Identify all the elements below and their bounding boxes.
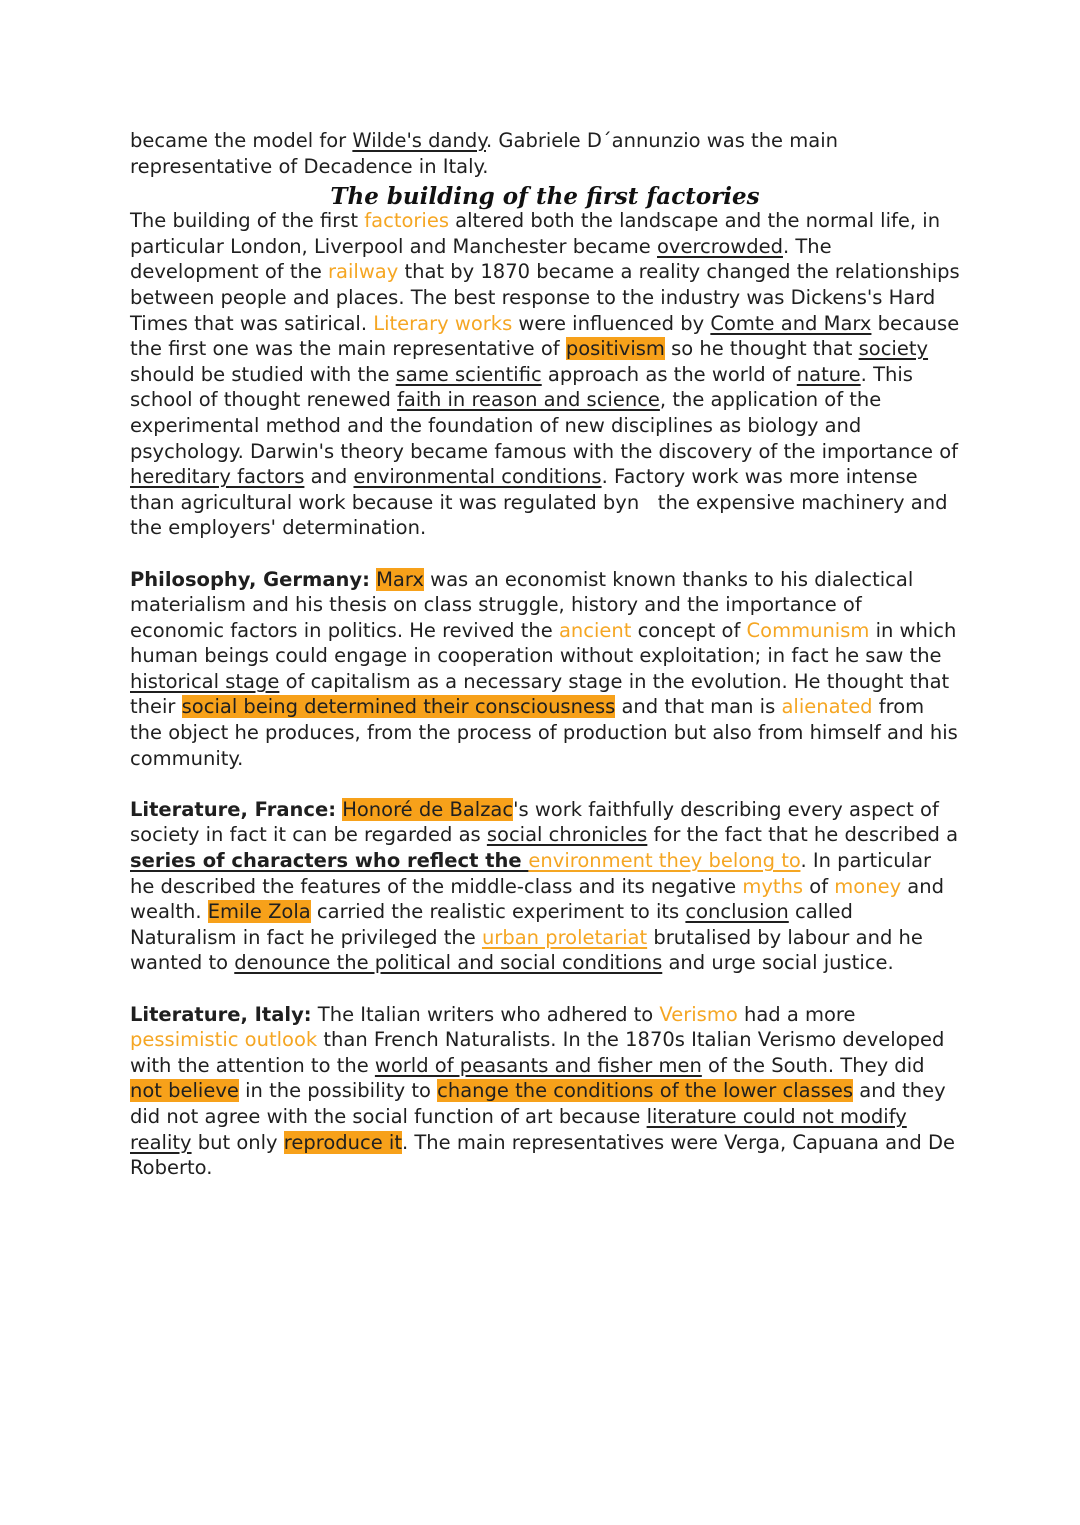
text: and urge social justice. xyxy=(662,951,894,975)
highlighted-text: positivism xyxy=(565,337,665,361)
underlined-text: historical stage xyxy=(130,669,280,693)
text: The building of the first xyxy=(130,209,365,233)
text: and they did not agree with the social function of art because xyxy=(130,1079,946,1128)
text: from the object he produces, from the process of production but also from himself and his community. xyxy=(130,695,958,770)
underlined-text: overcrowded xyxy=(657,234,783,258)
underlined-orange-text: environment they belong to xyxy=(528,849,801,873)
text: of the South. They did xyxy=(701,1053,925,1077)
underlined-orange-text: urban proletariat xyxy=(481,925,648,949)
orange-text: Communism xyxy=(746,618,870,642)
highlighted-text: change the conditions of the lower classes xyxy=(437,1079,854,1103)
underlined-text: environmental conditions xyxy=(353,465,602,489)
intro-paragraph xyxy=(130,128,960,179)
underlined-text: social chronicles xyxy=(486,823,648,847)
text: . The development of the xyxy=(130,234,832,284)
text: and that man is xyxy=(615,695,782,719)
underlined-bold-text: series of characters who reflect the xyxy=(130,849,529,873)
philosophy-paragraph xyxy=(130,567,960,772)
underlined-text: hereditary factors xyxy=(130,465,305,489)
text: . Gabriele D´annunzio was the main representative of Decadence in Italy. xyxy=(130,129,838,178)
section-title: The building of the first factories xyxy=(330,183,760,211)
text: and wealth. xyxy=(130,874,944,924)
text: that by 1870 became a reality changed the relationships between people and places. The best response to the industry was Dickens's Hard Times that was satirical. xyxy=(130,260,960,335)
orange-text: alienated xyxy=(781,695,873,719)
highlighted-text: Honoré de Balzac xyxy=(342,797,514,821)
paragraph-label: Literature, France: xyxy=(130,797,336,821)
text: . This school of thought renewed xyxy=(130,362,913,412)
orange-text: money xyxy=(834,874,902,898)
text: carried the realistic experiment to its xyxy=(310,900,686,924)
highlighted-text: Emile Zola xyxy=(207,900,311,924)
text: of xyxy=(803,874,835,898)
text: brutalised by labour and he wanted to xyxy=(130,925,923,975)
text: because the first one was the main representative of xyxy=(130,311,960,361)
underlined-text: Comte and Marx xyxy=(710,311,872,335)
underlined-text: denounce the political and social conditions xyxy=(234,951,663,975)
text: were influenced by xyxy=(512,311,711,335)
text: in the possibility to xyxy=(238,1079,438,1103)
orange-text: factories xyxy=(364,209,449,233)
highlighted-text: not believe xyxy=(130,1079,239,1103)
underlined-text: society xyxy=(858,337,929,361)
factories-paragraph xyxy=(130,208,960,541)
text: and xyxy=(304,465,354,489)
orange-text: railway xyxy=(328,260,399,284)
text: had a more xyxy=(737,1002,856,1026)
underlined-text: conclusion xyxy=(685,900,789,924)
paragraph-label: Philosophy, Germany: xyxy=(130,567,370,591)
text: of capitalism as a necessary stage in the evolution. He thought that their xyxy=(130,669,950,719)
underlined-text: faith in reason and science xyxy=(397,388,660,412)
highlighted-text: Marx xyxy=(376,567,424,591)
underlined-text: world of peasants and fisher men xyxy=(374,1053,702,1077)
italy-paragraph xyxy=(130,1002,960,1181)
highlighted-text: reproduce it xyxy=(283,1130,402,1154)
underlined-text: literature could not modify reality xyxy=(130,1104,907,1154)
text: . The main representatives were Verga, Capuana and De Roberto. xyxy=(130,1130,956,1180)
document-page xyxy=(130,128,960,1206)
text: approach as the world of xyxy=(541,362,797,386)
text: should be studied with the xyxy=(130,362,396,386)
highlighted-text: social being determined their consciousness xyxy=(181,695,616,719)
text: concept of xyxy=(631,618,747,642)
orange-text: ancient xyxy=(558,618,632,642)
text: but only xyxy=(191,1130,284,1154)
orange-text: myths xyxy=(742,874,804,898)
underlined-text: Wilde's dandy xyxy=(352,129,486,152)
text: was an economist known thanks to his dialectical materialism and his thesis on class struggle, history and the importance of economic factors in politics. He revived the xyxy=(130,567,914,642)
text: called Naturalism in fact he privileged the xyxy=(130,900,853,949)
underlined-text: same scientific xyxy=(395,362,542,386)
orange-text: pessimistic outlook xyxy=(130,1028,318,1052)
text: The Italian writers who adhered to xyxy=(311,1002,660,1026)
text: in which human beings could engage in cooperation without exploitation; in fact he saw the xyxy=(130,618,957,668)
text: . Factory work was more intense than agricultural work because it was regulated byn the expensive machinery and the employers' determination. xyxy=(130,465,948,540)
text: . In particular he described the features of the middle-class and its negative xyxy=(130,849,932,898)
france-paragraph xyxy=(130,797,960,976)
text: so he thought that xyxy=(664,337,859,361)
orange-text: Literary works xyxy=(373,311,513,335)
text: altered both the landscape and the normal life, in particular London, Liverpool and Manchester became xyxy=(130,209,941,258)
text: for the fact that he described a xyxy=(647,823,959,847)
text: than French Naturalists. In the 1870s Italian Verismo developed with the attention to the xyxy=(130,1028,945,1077)
text: became the model for xyxy=(130,129,353,152)
underlined-text: nature xyxy=(796,362,861,386)
text: 's work faithfully describing every aspect of society in fact it can be regarded as xyxy=(130,797,939,847)
orange-text: Verismo xyxy=(659,1002,738,1026)
paragraph-label: Literature, Italy: xyxy=(130,1002,312,1026)
text: , the application of the experimental method and the foundation of new disciplines as biology and psychology. Darwin's theory became famous with the discovery of the importance of xyxy=(130,388,959,463)
